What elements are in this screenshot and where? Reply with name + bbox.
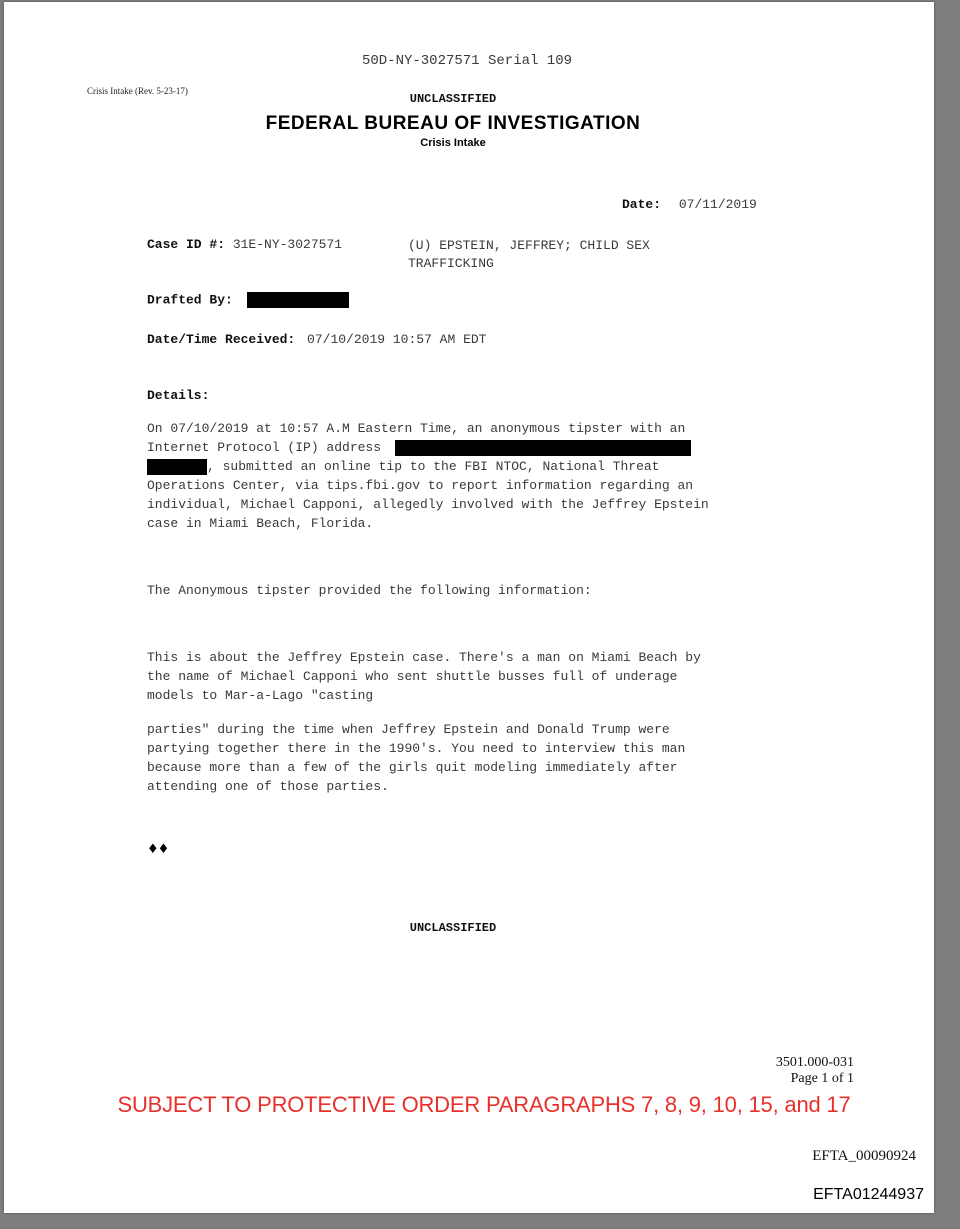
body-line: The Anonymous tipster provided the following information: — [147, 583, 592, 598]
body-line-text: , submitted an online tip to the FBI NTOC, National Threat — [207, 459, 660, 474]
exhibit-number: 3501.000-031 — [775, 1055, 854, 1070]
date-label: Date: — [622, 197, 662, 212]
tip-paragraph-2 — [147, 720, 787, 796]
body-line: On 07/10/2019 at 10:57 A.M Eastern Time, an anonymous tipster with an — [147, 421, 686, 436]
body-line: case in Miami Beach, Florida. — [147, 516, 374, 531]
body-line: attending one of those parties. — [147, 779, 389, 794]
classification-top: UNCLASSIFIED — [409, 92, 497, 106]
received-value: 07/10/2019 10:57 AM EDT — [307, 332, 487, 347]
redaction-block — [147, 459, 207, 475]
body-line — [147, 438, 787, 457]
details-paragraph — [147, 419, 787, 533]
agency-title: FEDERAL BUREAU OF INVESTIGATION — [265, 113, 641, 134]
body-line-text: Internet Protocol (IP) address — [147, 440, 382, 455]
page-number: Page 1 of 1 — [790, 1071, 854, 1086]
document-page — [4, 2, 934, 1213]
end-mark: ♦♦ — [147, 842, 169, 857]
body-line: models to Mar-a-Lago "casting — [147, 688, 374, 703]
received-label: Date/Time Received: — [147, 332, 296, 347]
case-title-line1: (U) EPSTEIN, JEFFREY; CHILD SEX — [408, 238, 650, 253]
case-id-value: 31E-NY-3027571 — [232, 237, 343, 252]
classification-bottom: UNCLASSIFIED — [409, 921, 497, 935]
case-title — [408, 237, 650, 273]
body-line: Operations Center, via tips.fbi.gov to report information regarding an — [147, 478, 694, 493]
body-line: parties" during the time when Jeffrey Epstein and Donald Trump were — [147, 722, 670, 737]
protective-order-notice: SUBJECT TO PROTECTIVE ORDER PARAGRAPHS 7, 8, 9, 10, 15, and 17 — [117, 1092, 851, 1117]
efta-number-2: EFTA01244937 — [813, 1186, 924, 1203]
body-line: partying together there in the 1990's. You need to interview this man — [147, 741, 686, 756]
body-line: This is about the Jeffrey Epstein case. There's a man on Miami Beach by — [147, 650, 701, 665]
serial-number: 50D-NY-3027571 Serial 109 — [361, 53, 573, 69]
date-field — [622, 197, 757, 212]
received-field — [147, 332, 486, 347]
details-label: Details: — [147, 388, 210, 403]
case-id-field — [147, 237, 342, 252]
body-line — [147, 457, 787, 476]
tipster-intro — [147, 581, 787, 600]
form-revision: Crisis Intake (Rev. 5-23-17) — [87, 86, 188, 96]
redaction-block — [395, 440, 691, 456]
date-value: 07/11/2019 — [678, 197, 757, 212]
tip-paragraph-1 — [147, 648, 787, 705]
drafted-by-field — [147, 292, 349, 308]
body-line: individual, Michael Capponi, allegedly involved with the Jeffrey Epstein — [147, 497, 709, 512]
drafted-by-label: Drafted By: — [147, 292, 233, 308]
redaction-block — [247, 292, 349, 308]
case-title-line2: TRAFFICKING — [408, 256, 494, 271]
body-line: the name of Michael Capponi who sent shuttle busses full of underage — [147, 669, 678, 684]
case-id-label: Case ID #: — [147, 237, 226, 252]
form-name: Crisis Intake — [420, 137, 486, 149]
body-line: because more than a few of the girls quit modeling immediately after — [147, 760, 678, 775]
efta-number-1: EFTA_00090924 — [812, 1148, 916, 1164]
